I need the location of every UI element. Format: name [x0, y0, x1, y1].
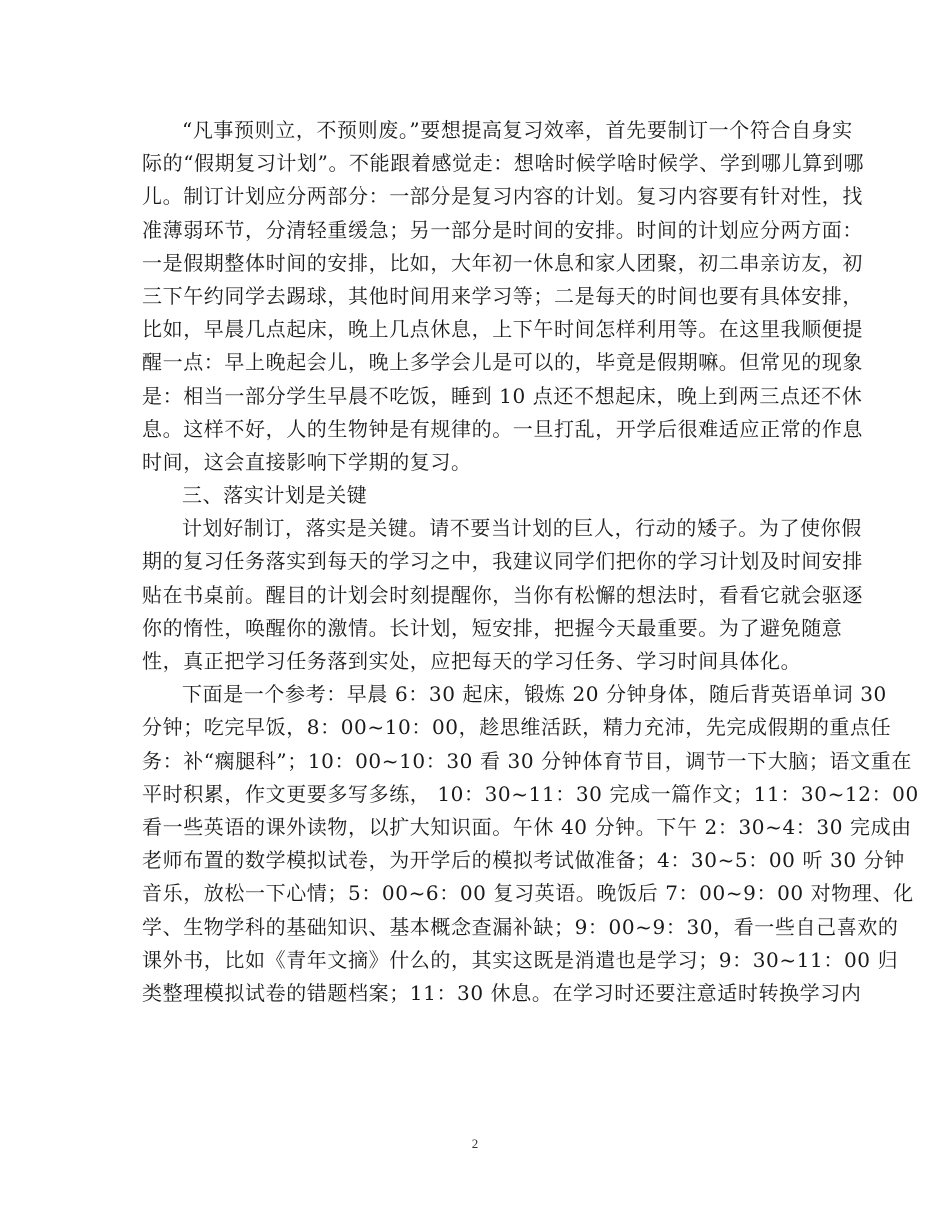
paragraph-line: 务：补“瘸腿科”；10：00~10：30 看 30 分钟体育节目，调节一下大脑；语文重在 [142, 748, 912, 773]
paragraph-line: 际的“假期复习计划”。不能跟着感觉走：想啥时候学啥时候学、学到哪儿算到哪 [142, 151, 865, 176]
paragraph-line: 儿。制订计划应分两部分：一部分是复习内容的计划。复习内容要有针对性，找 [142, 184, 863, 209]
paragraph-line: 看一些英语的课外读物，以扩大知识面。午休 40 分钟。下午 2：30~4：30 完成由 [142, 814, 912, 839]
paragraph-line: 比如，早晨几点起床，晚上几点休息，上下午时间怎样利用等。在这里我顺便提 [142, 317, 863, 342]
paragraph-line: 是：相当一部分学生早晨不吃饭，睡到 10 点还不想起床，晚上到两三点还不休 [142, 383, 863, 408]
paragraph-line: 音乐，放松一下心情；5：00~6：00 复习英语。晚饭后 7：00~9：00 对物理、化 [142, 881, 914, 906]
paragraph-line: 贴在书桌前。醒目的计划会时刻提醒你，当你有松懈的想法时，看看它就会驱逐 [142, 582, 863, 607]
paragraph-line: 学、生物学科的基础知识、基本概念查漏补缺；9：00~9：30，看一些自己喜欢的 [142, 914, 899, 939]
document-body [142, 114, 919, 1010]
paragraph-line: 分钟；吃完早饭，8：00~10：00，趁思维活跃，精力充沛，先完成假期的重点任 [142, 715, 892, 740]
paragraph-line: 课外书，比如《青年文摘》什么的，其实这既是消遣也是学习；9：30~11：00 归 [142, 947, 899, 972]
paragraph-line: 性，真正把学习任务落到实处，应把每天的学习任务、学习时间具体化。 [142, 649, 802, 673]
paragraph-line: 老师布置的数学模拟试卷，为开学后的模拟考试做准备；4：30~5：00 听 30 分钟 [142, 848, 905, 873]
paragraph-line: 时间，这会直接影响下学期的复习。 [142, 449, 472, 474]
section-heading: 三、落实计划是关键 [182, 483, 368, 508]
paragraph-line: “凡事预则立，不预则废。”要想提高复习效率，首先要制订一个符合自身实 [182, 118, 853, 142]
paragraph-line: 你的惰性，唤醒你的激情。长计划，短安排，把握今天最重要。为了避免随意 [142, 615, 843, 640]
paragraph-line: 下面是一个参考：早晨 6：30 起床，锻炼 20 分钟身体，随后背英语单词 30 [182, 682, 887, 707]
paragraph-line: 息。这样不好，人的生物钟是有规律的。一旦打乱，开学后很难适应正常的作息 [142, 416, 863, 441]
paragraph-line: 计划好制订，落实是关键。请不要当计划的巨人，行动的矮子。为了使你假 [182, 516, 862, 541]
paragraph-line: 类整理模拟试卷的错题档案；11：30 休息。在学习时还要注意适时转换学习内 [142, 980, 862, 1005]
page-number: 2 [471, 1136, 479, 1151]
paragraph-line: 期的复习任务落实到每天的学习之中，我建议同学们把你的学习计划及时间安排 [142, 549, 863, 574]
paragraph-line: 醒一点：早上晚起会儿，晚上多学会儿是可以的，毕竟是假期嘛。但常见的现象 [142, 350, 863, 375]
paragraph-line: 准薄弱环节，分清轻重缓急；另一部分是时间的安排。时间的计划应分两方面： [142, 217, 863, 242]
paragraph-line: 平时积累，作文更要多写多练， 10：30~11：30 完成一篇作文；11：30~12：00 [142, 781, 919, 806]
paragraph-line: 一是假期整体时间的安排，比如，大年初一休息和家人团聚，初二串亲访友，初 [142, 250, 863, 275]
paragraph-line: 三下午约同学去踢球，其他时间用来学习等；二是每天的时间也要有具体安排， [142, 283, 863, 308]
